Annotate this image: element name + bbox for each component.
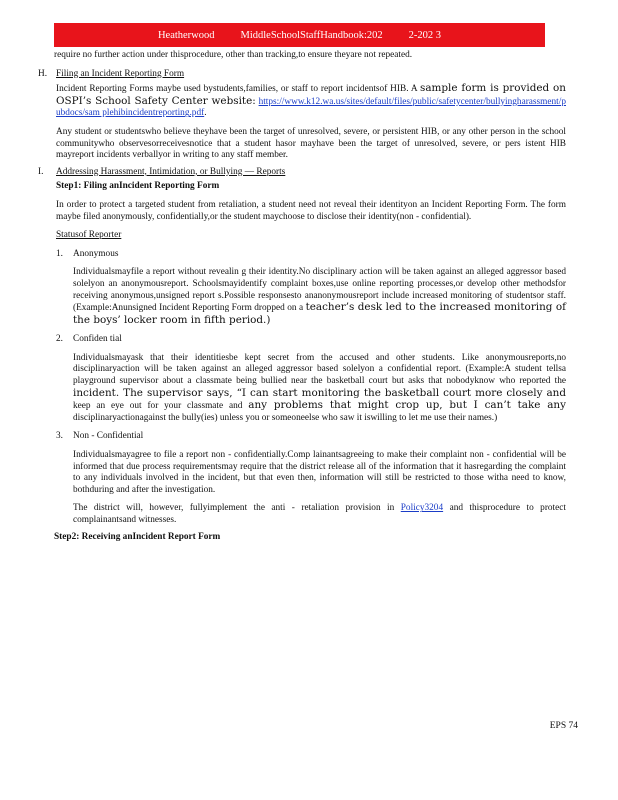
list-item-non-confidential: 3. Non - Confidential Individualsmayagree to file a report non - confidentially.Comp lainantsagreeing to make their complaint non - confidential will be informed that due process requirementsmay require that the district release all of the information that it hasregarding the complaint to any individuals involved in the incident, but that even then, information will still be restricted to those witha need to know, bothduring and after the investigation. The district will, however, fullyimplement the anti - retaliation provision in Policy3204 and thisprocedure to protect complainantsand witnesses. [56, 431, 566, 525]
incident-form-link[interactable]: https://www.k12.wa.us/sites/default/files/public/safetycenter/bullyingharassment/pubdocs/sam plehibincidentreporting.pdf [56, 96, 566, 119]
section-h-para1-large: sample form is provided on OSPI’s School Safety Center website: [56, 82, 566, 107]
item-title: Confiden tial [73, 334, 122, 345]
step1-title: Step1: Filing anIncident Reporting Form [56, 181, 220, 192]
section-i [38, 167, 566, 543]
item-text: Individualsmayfile a report without revealin g their identity.No disciplinary action will be taken against an alleged aggressor based solelyon an anonymousreport. Schoolsmayidentify complaint boxes,use online reporting processes,or develop other methodsfor receiving anonymous,unsigned report s.Possible responsesto ananonymousreport include increased monitoring of studentsor staff. (Example:Anunsigned Incident Reporting Form dropped on a teacher’s desk led to the increased monitoring of the boys’ locker room in fifth period.) [73, 267, 566, 326]
section-i-title: Addressing Harassment, Intimidation, or Bullying — Reports [56, 166, 286, 177]
section-h-para1: Incident Reporting Forms maybe used bystudents,families, or staff to report incidentsof HIB. A sample form is provided on OSPI’s School Safety Center website: https://www.k12.wa.us/sites/default/files/public/safetycenter/bullyingharassment/pubdocs/sam plehibincidentreporting.pdf. [56, 82, 566, 119]
policy-link[interactable]: Policy3204 [400, 503, 444, 514]
item-text: Individualsmayagree to file a report non - confidentially.Comp lainantsagreeing to make their complaint non - confidential will be informed that due process requirementsmay require that the district release all of the information that it hasregarding the complaint to any individuals involved in the incident, but that even then, information will still be restricted to those witha need to know, bothduring and after the investigation. [73, 450, 566, 495]
item-title: Non - Confidential [73, 431, 144, 442]
section-h-title: Filing an Incident Reporting Form [56, 68, 185, 79]
section-h-para2: Any student or studentswho believe theyhave been the target of unresolved, severe, or persistent HIB, or any other person in the school communitywho observesorreceivesnotice that a student hasor mayhave been the target of unresolved, severe, or pers istent HIB mayreport incidents verballyor in writing to any staff member. [56, 126, 566, 161]
page-footer: EPS 74 [549, 721, 578, 731]
section-i-letter: I. [38, 166, 44, 177]
item-title: Anonymous [73, 248, 119, 259]
status-title: Statusof Reporter [56, 230, 122, 241]
header-handbook: MiddleSchoolStaffHandbook:202 [240, 29, 383, 41]
section-h-letter: H. [38, 68, 48, 79]
header-school: Heatherwood [157, 29, 215, 41]
list-item-confidential: 2. Confiden tial Individualsmayask that their identitiesbe kept secret from the accused and other students. Like anonymousreports,no disciplinaryaction will be taken against an alleged aggressor based solelyon a confidential report. (Example:A student tellsa playground supervisor about a classmate being bullied near the basketball court but asks that nobodyknow who reported the incident. The supervisor says, “I can start monitoring the basketball court more closely and keep an eye out for your classmate and any problems that might crop up, but I can’t take any disciplinaryactionagainst the bully(ies) unless you or someoneelse who saw it iswilling to let me use their names.) [56, 334, 566, 423]
item-text-2: The district will, however, fullyimplement the anti - retaliation provision in Policy3204 and thisprocedure to protect complainantsand witnesses. [73, 503, 566, 525]
header-years: 2-202 3 [408, 29, 442, 41]
page-header [54, 23, 545, 47]
section-h [38, 69, 566, 162]
item-text: Individualsmayask that their identitiesbe kept secret from the accused and other students. Like anonymousreports,no disciplinaryaction will be taken against an alleged aggressor based solelyon a confidential report. (Example:A student tellsa playground supervisor about a classmate being bullied near the basketball court but asks that nobodyknow who reported the incident. The supervisor says, “I can start monitoring the basketball court more closely and keep an eye out for your classmate and any problems that might crop up, but I can’t take any disciplinaryactionagainst the bully(ies) unless you or someoneelse who saw it iswilling to let me use their names.) [73, 352, 566, 423]
list-item-anonymous: 1. Anonymous Individualsmayfile a report without revealin g their identity.No disciplinary action will be taken against an alleged aggressor based solelyon an anonymousreport. Schoolsmayidentify complaint boxes,use online reporting processes,or develop other methodsfor receiving anonymous,unsigned report s.Possible responsesto ananonymousreport include increased monitoring of studentsor staff. (Example:Anunsigned Incident Reporting Form dropped on a teacher’s desk led to the increased monitoring of the boys’ locker room in fifth period.) [56, 248, 566, 326]
intro-paragraph: require no further action under thisprocedure, other than tracking,to ensure theyare not repeated. [54, 50, 413, 60]
step2-title: Step2: Receiving anIncident Report Form [54, 531, 221, 542]
document-body [38, 50, 566, 543]
step1-text: In order to protect a targeted student from retaliation, a student need not reveal their identityon an Incident Reporting Form. The form maybe filed anonymously, confidentially,or the student maychoose to disclose their identity(non - confidential). [56, 199, 566, 222]
